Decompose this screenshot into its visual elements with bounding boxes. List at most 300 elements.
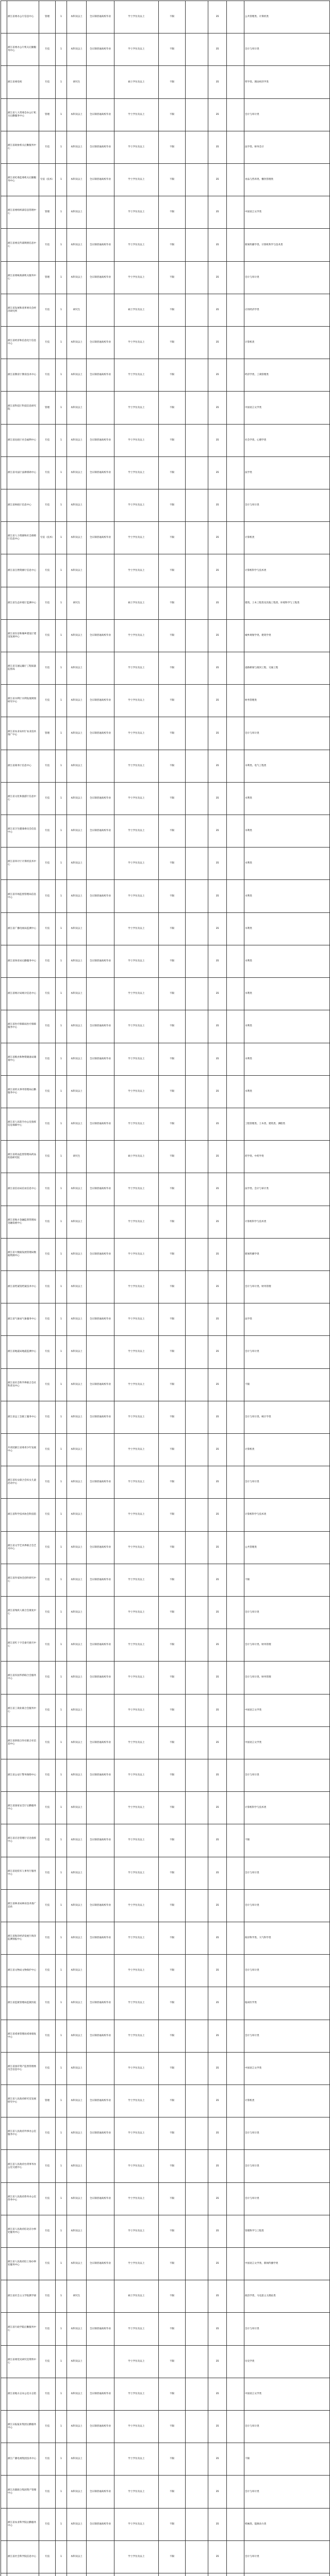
gender-cell: 不限 [159, 1075, 186, 1108]
unit-name-cell: 浙江省农业农村厅农业技术推广中心 [7, 717, 39, 750]
table-row [1, 2411, 330, 2443]
experience-cell [227, 2313, 244, 2345]
age-limit-cell: 35 [208, 1726, 227, 1759]
major-cell: 会计与审计类 [244, 1889, 330, 1922]
row-index-cell [1, 848, 7, 880]
experience-cell [227, 2085, 244, 2117]
row-index-cell [1, 1759, 7, 1791]
experience-cell [227, 229, 244, 261]
experience-cell [227, 880, 244, 912]
political-status-cell [186, 489, 208, 522]
headcount-cell: 1 [56, 1596, 67, 1629]
post-type-cell: 专技 [39, 131, 56, 163]
major-cell: 水利类 [244, 1043, 330, 1075]
row-index-cell [1, 587, 7, 619]
major-cell: 不限 [244, 1564, 330, 1596]
education-cell: 本科及以上 [67, 782, 87, 815]
headcount-cell: 1 [56, 2345, 67, 2378]
table-row [1, 1889, 330, 1922]
degree-cell: 学士学位及以上 [114, 1043, 159, 1075]
table-row [1, 782, 330, 815]
table-row [1, 2508, 330, 2540]
gender-cell: 不限 [159, 1499, 186, 1531]
row-index-cell [1, 685, 7, 717]
post-type-cell: 管理 [39, 2085, 56, 2117]
study-mode-cell: 全日制普通高校毕业 [87, 2476, 114, 2508]
headcount-cell: 1 [56, 1336, 67, 1368]
table-row [1, 1987, 330, 2020]
political-status-cell [186, 2345, 208, 2378]
age-limit-cell: 35 [208, 1075, 227, 1108]
unit-name-cell: 浙江省教育厅教育技术中心 [7, 359, 39, 392]
row-index-cell [1, 1564, 7, 1596]
unit-name-cell: 浙江省总工会职工服务中心 [7, 1401, 39, 1433]
gender-cell: 不限 [159, 587, 186, 619]
unit-name-cell: 浙江省地震局地震监测中心 [7, 1336, 39, 1368]
table-row [1, 196, 330, 229]
age-limit-cell: 35 [208, 945, 227, 977]
study-mode-cell [87, 1955, 114, 1987]
headcount-cell [56, 2573, 67, 2576]
political-status-cell [186, 424, 208, 456]
study-mode-cell: 全日制普通高校毕业 [87, 782, 114, 815]
experience-cell [227, 1, 244, 33]
gender-cell: 不限 [159, 294, 186, 326]
table-row [1, 1694, 330, 1726]
row-index-cell [1, 294, 7, 326]
major-cell: 法学类 [244, 1303, 330, 1336]
post-type-cell: 专技 [39, 619, 56, 652]
experience-cell [227, 1238, 244, 1270]
experience-cell [227, 1173, 244, 1206]
education-cell: 本科及以上 [67, 1889, 87, 1922]
post-type-cell: 专技 [39, 33, 56, 66]
education-cell: 本科及以上 [67, 2313, 87, 2345]
headcount-cell: 1 [56, 1955, 67, 1987]
study-mode-cell [87, 392, 114, 424]
degree-cell: 学士学位及以上 [114, 131, 159, 163]
headcount-cell: 1 [56, 229, 67, 261]
unit-name-cell: 浙江省人民政府侨务办公室侨务中心 [7, 2182, 39, 2215]
unit-name-cell: 浙江省广播电视局监测中心 [7, 912, 39, 945]
post-type-cell: 专技 [39, 2313, 56, 2345]
major-cell: 法学类 [244, 456, 330, 489]
degree-cell: 学士学位及以上 [114, 1759, 159, 1791]
row-index-cell [1, 1, 7, 33]
headcount-cell: 1 [56, 2508, 67, 2540]
age-limit-cell: 35 [208, 489, 227, 522]
major-cell: 会计与审计类 [244, 2540, 330, 2573]
headcount-cell: 1 [56, 880, 67, 912]
post-type-cell: 专技 [39, 359, 56, 392]
headcount-cell: 1 [56, 1662, 67, 1694]
major-cell: 不限 [244, 1368, 330, 1401]
study-mode-cell [87, 848, 114, 880]
headcount-cell: 1 [56, 1792, 67, 1824]
row-index-cell [1, 782, 7, 815]
study-mode-cell: 全日制普通高校毕业 [87, 1759, 114, 1791]
post-type-cell: 专技 [39, 2020, 56, 2052]
political-status-cell [186, 2378, 208, 2410]
education-cell: 本科及以上 [67, 717, 87, 750]
political-status-cell [186, 2280, 208, 2313]
unit-name-cell: 浙江省体育局后勤服务中心 [7, 945, 39, 977]
degree-cell: 学士学位及以上 [114, 2411, 159, 2443]
unit-name-cell: 浙江省社会主义学院教学部 [7, 2280, 39, 2313]
degree-cell: 学士学位及以上 [114, 1531, 159, 1564]
age-limit-cell: 35 [208, 1531, 227, 1564]
age-limit-cell: 35 [208, 2117, 227, 2150]
unit-name-cell: 浙江广播电视集团技术中心 [7, 2443, 39, 2476]
major-cell: 计算机科学与技术类 [244, 1206, 330, 1238]
experience-cell [227, 522, 244, 554]
study-mode-cell [87, 1336, 114, 1368]
political-status-cell [186, 522, 208, 554]
major-cell: 会计与审计类 [244, 1955, 330, 1987]
major-cell: 应用经济学类 [244, 294, 330, 326]
study-mode-cell: 全日制普通高校毕业 [87, 1824, 114, 1857]
experience-cell [227, 1499, 244, 1531]
unit-name-cell: 浙江省纪委监委机关后勤服务中心 [7, 164, 39, 196]
row-index-cell [1, 619, 7, 652]
unit-name-cell: 浙江省住房和城乡建设厅建设发展中心 [7, 619, 39, 652]
experience-cell [227, 750, 244, 782]
row-index-cell [1, 880, 7, 912]
major-cell: 会计与审计类 [244, 2150, 330, 2182]
table-row [1, 1629, 330, 1662]
post-type-cell: 专技 [39, 2345, 56, 2378]
major-cell: 食品与营养类、餐饮管理类 [244, 164, 330, 196]
study-mode-cell: 全日制普通高校毕业 [87, 1987, 114, 2020]
degree-cell: 学士学位及以上 [114, 2345, 159, 2378]
education-cell: 本科及以上 [67, 2215, 87, 2247]
study-mode-cell: 全日制普通高校毕业 [87, 1466, 114, 1499]
degree-cell: 学士学位及以上 [114, 196, 159, 229]
headcount-cell: 1 [56, 1401, 67, 1433]
age-limit-cell: 35 [208, 1173, 227, 1206]
table-row [1, 1726, 330, 1759]
row-index-cell [1, 1336, 7, 1368]
gender-cell: 不限 [159, 2248, 186, 2280]
table-row [1, 2280, 330, 2313]
political-status-cell [186, 717, 208, 750]
gender-cell: 不限 [159, 815, 186, 848]
education-cell: 本科及以上 [67, 1759, 87, 1791]
gender-cell: 不限 [159, 164, 186, 196]
study-mode-cell: 全日制普通高校毕业 [87, 131, 114, 163]
degree-cell: 学士学位及以上 [114, 261, 159, 294]
political-status-cell [186, 1889, 208, 1922]
unit-name-cell: 浙江省信访局信访信息中心 [7, 1173, 39, 1206]
experience-cell [227, 912, 244, 945]
post-type-cell: 专技 [39, 1141, 56, 1173]
major-cell: 水利类 [244, 945, 330, 977]
unit-name-cell: 浙江省财政厅信息中心 [7, 489, 39, 522]
headcount-cell: 1 [56, 164, 67, 196]
gender-cell: 不限 [159, 1662, 186, 1694]
table-row [1, 1596, 330, 1629]
education-cell: 本科及以上 [67, 1596, 87, 1629]
row-index-cell [1, 1889, 7, 1922]
post-type-cell: 专技 [39, 685, 56, 717]
table-row [1, 2313, 330, 2345]
table-row [1, 2378, 330, 2410]
major-cell: 水利类 [244, 912, 330, 945]
post-type-cell: 专技 [39, 978, 56, 1010]
post-type-cell: 专技 [39, 1824, 56, 1857]
degree-cell: 硕士学位及以上 [114, 66, 159, 98]
post-type-cell: 管理 [39, 196, 56, 229]
table-row [1, 1368, 330, 1401]
table-row [1, 1141, 330, 1173]
unit-name-cell: 浙江省海洋经济发展厅海洋监测预报中心 [7, 1922, 39, 1954]
major-cell: 会计与审计类 [244, 1759, 330, 1791]
political-status-cell [186, 1987, 208, 2020]
major-cell: 会计与审计类 [244, 489, 330, 522]
gender-cell: 不限 [159, 912, 186, 945]
headcount-cell: 1 [56, 1629, 67, 1662]
education-cell: 本科及以上 [67, 750, 87, 782]
education-cell: 本科及以上 [67, 2345, 87, 2378]
study-mode-cell: 全日制普通高校毕业 [87, 456, 114, 489]
table-row [1, 2117, 330, 2150]
major-cell: 会计与审计类、财务管理 [244, 1629, 330, 1662]
unit-name-cell: 浙江日报报业集团后勤服务中心 [7, 2411, 39, 2443]
post-type-cell: 专技 [39, 1401, 56, 1433]
unit-name-cell: 浙江省社会科学界联合会社科普及中心 [7, 1368, 39, 1401]
age-limit-cell: 35 [208, 392, 227, 424]
degree-cell: 学士学位及以上 [114, 1270, 159, 1303]
degree-cell [114, 2573, 159, 2576]
table-row [1, 2443, 330, 2476]
table-row [1, 2020, 330, 2052]
table-row [1, 66, 330, 98]
major-cell: 政治学类、马克思主义理论类 [244, 2280, 330, 2313]
row-index-cell [1, 2150, 7, 2182]
political-status-cell [186, 1922, 208, 1954]
experience-cell [227, 1759, 244, 1791]
political-status-cell [186, 2508, 208, 2540]
unit-name-cell: 浙江省人民政府驻北京办事处服务中心 [7, 2215, 39, 2247]
major-cell: 水利类 [244, 782, 330, 815]
row-index-cell [1, 2573, 7, 2576]
table-row [1, 456, 330, 489]
row-index-cell [1, 750, 7, 782]
political-status-cell [186, 1368, 208, 1401]
gender-cell: 不限 [159, 33, 186, 66]
degree-cell: 学士学位及以上 [114, 1987, 159, 2020]
headcount-cell: 1 [56, 1531, 67, 1564]
study-mode-cell: 全日制普通高校毕业 [87, 2508, 114, 2540]
experience-cell [227, 66, 244, 98]
headcount-cell: 1 [56, 98, 67, 131]
row-index-cell [1, 261, 7, 294]
gender-cell: 不限 [159, 1629, 186, 1662]
age-limit-cell: 35 [208, 196, 227, 229]
major-cell: 会计与审计类 [244, 2313, 330, 2345]
age-limit-cell: 35 [208, 1824, 227, 1857]
degree-cell: 学士学位及以上 [114, 554, 159, 587]
political-status-cell [186, 1596, 208, 1629]
education-cell: 研究生 [67, 66, 87, 98]
gender-cell: 不限 [159, 1206, 186, 1238]
study-mode-cell [87, 1694, 114, 1726]
experience-cell [227, 1987, 244, 2020]
education-cell: 本科及以上 [67, 456, 87, 489]
age-limit-cell: 35 [208, 587, 227, 619]
headcount-cell: 1 [56, 815, 67, 848]
gender-cell: 不限 [159, 1336, 186, 1368]
political-status-cell [186, 815, 208, 848]
gender-cell: 不限 [159, 66, 186, 98]
education-cell: 本科及以上 [67, 2476, 87, 2508]
degree-cell: 学士学位及以上 [114, 2085, 159, 2117]
education-cell: 本科及以上 [67, 1, 87, 33]
degree-cell: 学士学位及以上 [114, 1857, 159, 1889]
education-cell: 本科及以上 [67, 164, 87, 196]
unit-name-cell: 浙江省委统战部机关服务中心 [7, 261, 39, 294]
unit-name-cell: 浙江省公安厅警务保障中心 [7, 1759, 39, 1791]
row-index-cell [1, 2540, 7, 2573]
post-type-cell: 专技 [39, 782, 56, 815]
headcount-cell: 1 [56, 1824, 67, 1857]
table-row [1, 652, 330, 685]
study-mode-cell [87, 2052, 114, 2084]
age-limit-cell: 35 [208, 2020, 227, 2052]
experience-cell [227, 2280, 244, 2313]
education-cell [67, 2573, 87, 2576]
unit-name-cell: 浙江省地方志办公室方志馆 [7, 2378, 39, 2410]
table-row [1, 2085, 330, 2117]
age-limit-cell: 35 [208, 98, 227, 131]
major-cell: 计算机类 [244, 522, 330, 554]
education-cell: 本科及以上 [67, 327, 87, 359]
unit-name-cell: 浙江省委宣传部舆情信息中心 [7, 229, 39, 261]
table-row [1, 2248, 330, 2280]
major-cell: 中国语言文学类 [244, 2052, 330, 2084]
age-limit-cell: 35 [208, 131, 227, 163]
table-row [1, 1043, 330, 1075]
age-limit-cell: 35 [208, 2443, 227, 2476]
degree-cell: 学士学位及以上 [114, 1824, 159, 1857]
gender-cell: 不限 [159, 196, 186, 229]
degree-cell: 学士学位及以上 [114, 1596, 159, 1629]
major-cell: 经济学类、工商管理类 [244, 359, 330, 392]
headcount-cell: 1 [56, 1987, 67, 2020]
education-cell: 本科及以上 [67, 1303, 87, 1336]
gender-cell: 不限 [159, 1824, 186, 1857]
education-cell: 本科及以上 [67, 1955, 87, 1987]
political-status-cell [186, 1466, 208, 1499]
education-cell: 本科及以上 [67, 1564, 87, 1596]
post-type-cell: 专技 [39, 1108, 56, 1140]
study-mode-cell [87, 554, 114, 587]
major-cell: 海洋科学类、大气科学类 [244, 1922, 330, 1954]
degree-cell: 学士学位及以上 [114, 1726, 159, 1759]
education-cell: 研究生 [67, 294, 87, 326]
headcount-cell: 1 [56, 2215, 67, 2247]
education-cell: 研究生 [67, 2280, 87, 2313]
table-row [1, 587, 330, 619]
age-limit-cell: 35 [208, 912, 227, 945]
post-type-cell: 专技 [39, 750, 56, 782]
gender-cell: 不限 [159, 1, 186, 33]
degree-cell: 学士学位及以上 [114, 978, 159, 1010]
table-row [1, 1824, 330, 1857]
political-status-cell [186, 2215, 208, 2247]
headcount-cell: 1 [56, 912, 67, 945]
row-index-cell [1, 1955, 7, 1987]
major-cell: 历史学类 [244, 2345, 330, 2378]
education-cell: 本科及以上 [67, 2411, 87, 2443]
age-limit-cell: 35 [208, 1433, 227, 1466]
unit-name-cell: 浙江省气象局气象服务中心 [7, 1303, 39, 1336]
education-cell: 本科及以上 [67, 1629, 87, 1662]
unit-name-cell: 浙江省文化和旅游厅信息中心 [7, 782, 39, 815]
headcount-cell: 1 [56, 66, 67, 98]
age-limit-cell: 35 [208, 2345, 227, 2378]
row-index-cell [1, 1075, 7, 1108]
unit-name-cell: 浙江省统计局统计信息中心 [7, 978, 39, 1010]
age-limit-cell: 35 [208, 1303, 227, 1336]
gender-cell: 不限 [159, 424, 186, 456]
post-type-cell: 专技 [39, 1955, 56, 1987]
degree-cell: 学士学位及以上 [114, 1792, 159, 1824]
unit-name-cell: 浙江省农业科学院后勤服务中心 [7, 2508, 39, 2540]
study-mode-cell: 全日制普通高校毕业 [87, 1922, 114, 1954]
age-limit-cell: 35 [208, 2248, 227, 2280]
post-type-cell: 专技 [39, 1694, 56, 1726]
study-mode-cell: 全日制普通高校毕业 [87, 945, 114, 977]
experience-cell [227, 1629, 244, 1662]
gender-cell: 不限 [159, 1726, 186, 1759]
post-type-cell: 管理 [39, 1, 56, 33]
post-type-cell: 专技 [39, 587, 56, 619]
major-cell: 计算机科学与技术类 [244, 554, 330, 587]
gender-cell: 不限 [159, 717, 186, 750]
degree-cell: 学士学位及以上 [114, 2508, 159, 2540]
age-limit-cell: 35 [208, 2215, 227, 2247]
political-status-cell [186, 392, 208, 424]
major-cell: 会计与审计类 [244, 1466, 330, 1499]
table-row [1, 2540, 330, 2573]
age-limit-cell: 35 [208, 1466, 227, 1499]
major-cell: 中国语言文学类 [244, 196, 330, 229]
post-type-cell: 专技 [39, 848, 56, 880]
gender-cell: 不限 [159, 2443, 186, 2476]
headcount-cell: 1 [56, 1303, 67, 1336]
row-index-cell [1, 1466, 7, 1499]
major-cell: 会计与审计类、财务管理 [244, 1662, 330, 1694]
education-cell: 本科及以上 [67, 1922, 87, 1954]
table-row [1, 2215, 330, 2247]
study-mode-cell: 全日制普通高校毕业 [87, 880, 114, 912]
degree-cell: 学士学位及以上 [114, 1629, 159, 1662]
table-row [1, 912, 330, 945]
study-mode-cell [87, 1141, 114, 1173]
unit-name-cell: 浙江省监狱管理局监狱医院 [7, 1987, 39, 2020]
headcount-cell: 1 [56, 2378, 67, 2410]
study-mode-cell: 全日制普通高校毕业 [87, 2313, 114, 2345]
gender-cell: 不限 [159, 489, 186, 522]
degree-cell: 学士学位及以上 [114, 717, 159, 750]
degree-cell: 学士学位及以上 [114, 2476, 159, 2508]
political-status-cell [186, 652, 208, 685]
age-limit-cell: 35 [208, 1499, 227, 1531]
degree-cell: 学士学位及以上 [114, 685, 159, 717]
study-mode-cell: 全日制普通高校毕业 [87, 685, 114, 717]
headcount-cell: 1 [56, 587, 67, 619]
